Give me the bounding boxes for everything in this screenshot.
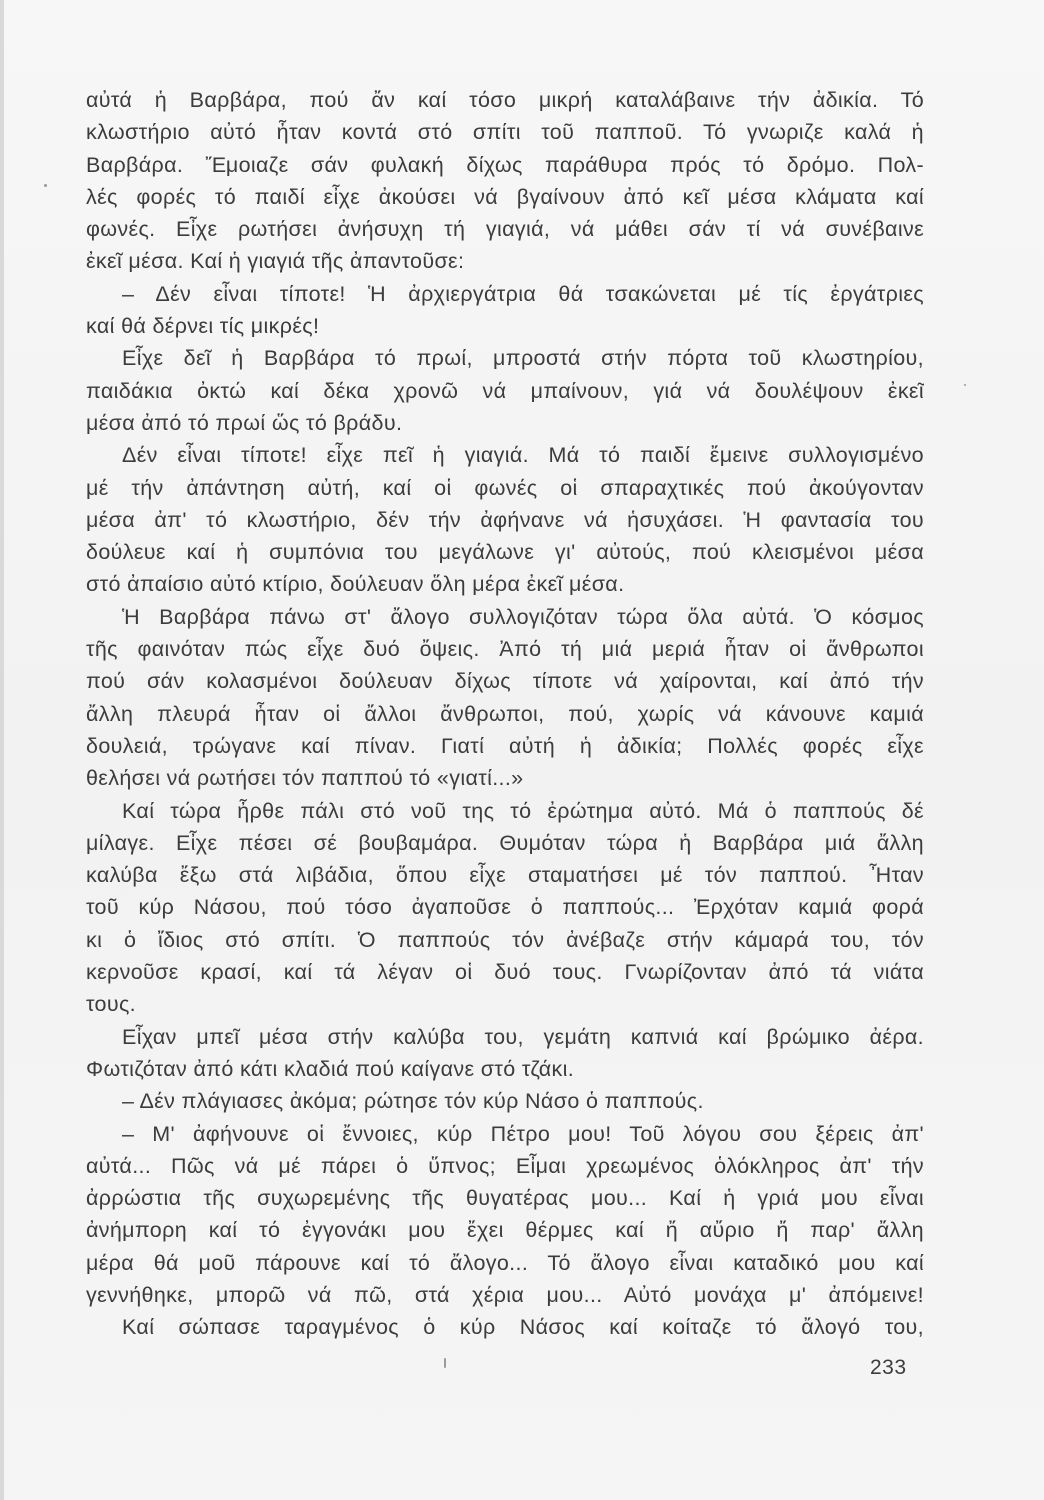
scan-speck (444, 1358, 446, 1368)
text-line: παιδάκια ὀκτώ καί δέκα χρονῶ νά μπαίνουν, γιά νά δουλέψουν ἐκεῖ (86, 378, 924, 403)
text-line: Βαρβάρα. Ἔμοιαζε σάν φυλακή δίχως παράθυρα πρός τό δρόμο. Πολ- (86, 152, 924, 177)
text-line: μέρα θά μοῦ πάρουνε καί τό ἄλογο... Τό ἄλογο εἶναι καταδικό μου καί (86, 1250, 924, 1275)
body-text (86, 84, 924, 1344)
text-line: Καί σώπασε ταραγμένος ὁ κύρ Νάσος καί κοίταζε τό ἄλογό του, (122, 1315, 924, 1340)
text-line: γεννήθηκε, μπορῶ νά πῶ, στά χέρια μου... Αὐτό μονάχα μ' ἀπόμεινε! (86, 1282, 924, 1307)
text-line: φωνές. Εἶχε ρωτήσει ἀνήσυχη τή γιαγιά, νά μάθει σάν τί νά συνέβαινε (86, 217, 924, 242)
text-line: στό ἀπαίσιο αὐτό κτίριο, δούλευαν ὅλη μέρα ἐκεῖ μέσα. (86, 572, 625, 597)
text-line: ἀρρώστια τῆς συχωρεμένης τῆς θυγατέρας μου... Καί ἡ γριά μου εἶναι (86, 1186, 924, 1211)
text-line: ἄλλη πλευρά ἦταν οἱ ἄλλοι ἄνθρωποι, πού, χωρίς νά κάνουνε καμιά (86, 701, 924, 726)
text-line: αὐτά... Πῶς νά μέ πάρει ὁ ὕπνος; Εἶμαι χρεωμένος ὁλόκληρος ἀπ' τήν (86, 1153, 924, 1178)
scan-speck (964, 384, 966, 386)
text-line: μέσα ἀπ' τό κλωστήριο, δέν τήν ἀφήνανε νά ἡσυχάσει. Ἡ φαντασία του (86, 507, 924, 532)
text-line: Δέν εἶναι τίποτε! εἶχε πεῖ ἡ γιαγιά. Μά τό παιδί ἔμεινε συλλογισμένο (122, 443, 924, 468)
text-line: πού σάν κολασμένοι δούλευαν δίχως τίποτε νά χαίρονται, καί ἀπό τήν (86, 669, 924, 694)
text-line: τῆς φαινόταν πώς εἶχε δυό ὄψεις. Ἀπό τή μιά μεριά ἦταν οἱ ἄνθρωποι (86, 637, 924, 662)
text-line: καλύβα ἔξω στά λιβάδια, ὅπου εἶχε σταματήσει μέ τόν παππού. Ἦταν (86, 863, 924, 888)
text-line: μέ τήν ἀπάντηση αὐτή, καί οἱ φωνές οἱ σπαραχτικές πού ἀκούγονταν (86, 475, 924, 500)
page-number: 233 (870, 1356, 907, 1379)
text-line: τοῦ κύρ Νάσου, πού τόσο ἀγαποῦσε ὁ παππούς... Ἐρχόταν καμιά φορά (86, 895, 924, 920)
text-line: μέσα ἀπό τό πρωί ὥς τό βράδυ. (86, 410, 403, 435)
text-line: κερνοῦσε κρασί, καί τά λέγαν οἱ δυό τους. Γνωρίζονταν ἀπό τά νιάτα (86, 960, 924, 985)
text-line: ἀνήμπορη καί τό ἐγγονάκι μου ἔχει θέρμες καί ἤ αὔριο ἤ παρ' ἄλλη (86, 1218, 924, 1243)
text-line: καί θά δέρνει τίς μικρές! (86, 314, 320, 339)
text-line: Εἶχαν μπεῖ μέσα στήν καλύβα του, γεμάτη καπνιά καί βρώμικο ἀέρα. (122, 1024, 924, 1049)
text-line: Εἶχε δεῖ ἡ Βαρβάρα τό πρωί, μπροστά στήν πόρτα τοῦ κλωστηρίου, (122, 346, 924, 371)
text-line: λές φορές τό παιδί εἶχε ἀκούσει νά βγαίνουν ἀπό κεῖ μέσα κλάματα καί (86, 184, 924, 209)
text-line: κι ὁ ἴδιος στό σπίτι. Ὁ παππούς τόν ἀνέβαζε στήν κάμαρά του, τόν (86, 927, 924, 952)
text-line: ἐκεῖ μέσα. Καί ἡ γιαγιά τῆς ἀπαντοῦσε: (86, 249, 465, 274)
text-line: δούλευε καί ἡ συμπόνια του μεγάλωνε γι' αὐτούς, πού κλεισμένοι μέσα (86, 540, 924, 565)
text-line: – Δέν εἶναι τίποτε! Ἡ ἀρχιεργάτρια θά τσακώνεται μέ τίς ἐργάτριες (122, 281, 924, 306)
text-line: θελήσει νά ρωτήσει τόν παππού τό «γιατί...» (86, 766, 524, 791)
text-line: αὐτά ἡ Βαρβάρα, πού ἄν καί τόσο μικρή καταλάβαινε τήν ἀδικία. Τό (86, 88, 924, 112)
scan-speck (44, 184, 47, 187)
text-line: – Δέν πλάγιασες ἀκόμα; ρώτησε τόν κύρ Νάσο ὁ παππούς. (122, 1089, 704, 1114)
text-line: μίλαγε. Εἶχε πέσει σέ βουβαμάρα. Θυμόταν τώρα ἡ Βαρβάρα μιά ἄλλη (86, 830, 924, 855)
text-line: – Μ' ἀφήνουνε οἱ ἔννοιες, κύρ Πέτρο μου! Τοῦ λόγου σου ξέρεις ἀπ' (122, 1121, 924, 1146)
text-line: Φωτιζόταν ἀπό κάτι κλαδιά πού καίγανε στό τζάκι. (86, 1056, 575, 1081)
text-line: κλωστήριο αὐτό ἦταν κοντά στό σπίτι τοῦ παπποῦ. Τό γνωριζε καλά ἡ (86, 120, 924, 145)
text-line: Καί τώρα ἦρθε πάλι στό νοῦ της τό ἐρώτημα αὐτό. Μά ὁ παππούς δέ (122, 798, 924, 823)
text-line: δουλειά, τρώγανε καί πίναν. Γιατί αὐτή ἡ ἀδικία; Πολλές φορές εἶχε (86, 733, 924, 758)
text-line: Ἡ Βαρβάρα πάνω στ' ἄλογο συλλογιζόταν τώρα ὅλα αὐτά. Ὁ κόσμος (122, 604, 924, 629)
text-line: τους. (86, 992, 136, 1017)
